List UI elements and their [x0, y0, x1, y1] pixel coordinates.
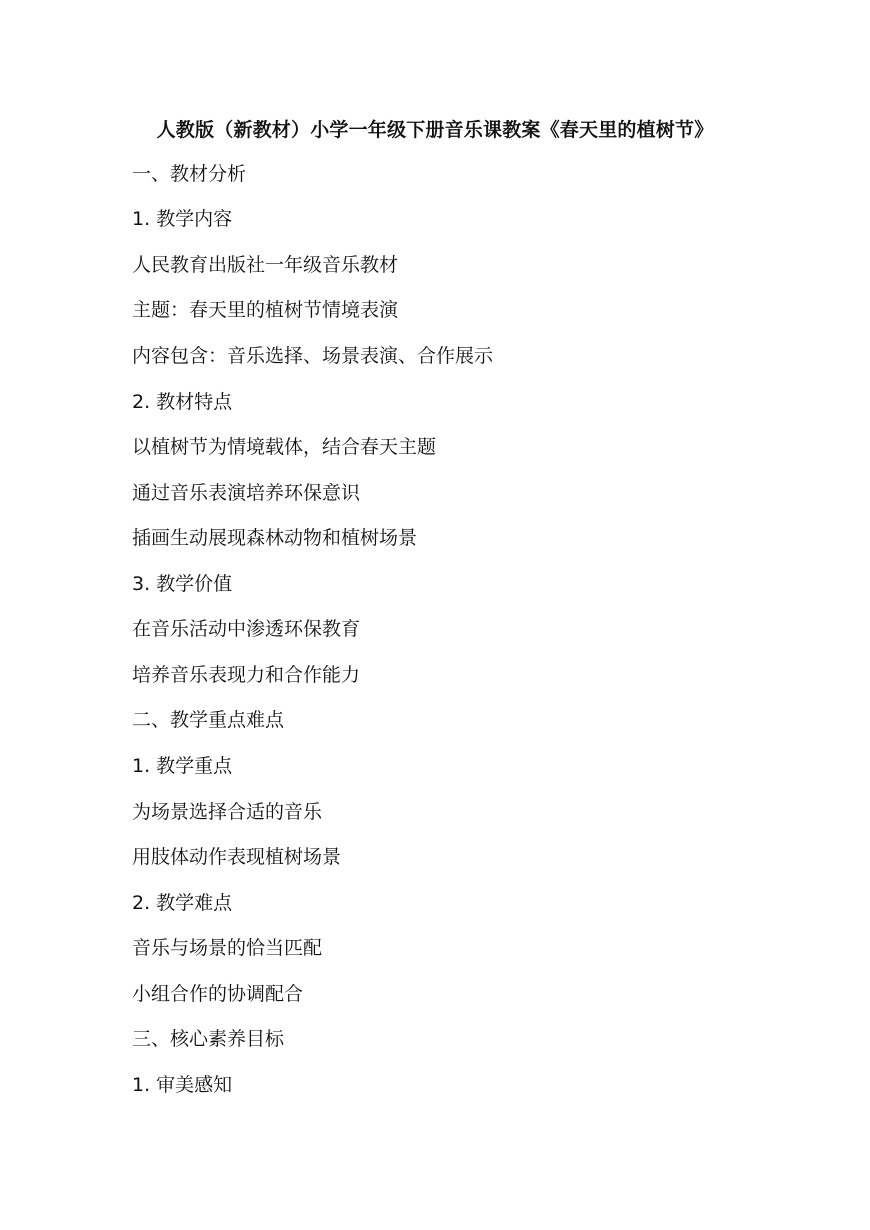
section-heading-3: 三、核心素养目标	[132, 1028, 285, 1050]
text-line: 小组合作的协调配合	[132, 983, 304, 1005]
subheading-1-3: 3. 教学价值	[132, 573, 233, 595]
text-line: 在音乐活动中渗透环保教育	[132, 618, 361, 640]
text-line: 人民教育出版社一年级音乐教材	[132, 254, 399, 276]
text-line: 为场景选择合适的音乐	[132, 801, 323, 823]
text-line: 培养音乐表现力和合作能力	[132, 664, 361, 686]
subheading-2-1: 1. 教学重点	[132, 755, 233, 777]
section-heading-1: 一、教材分析	[132, 163, 247, 185]
subheading-1-2: 2. 教材特点	[132, 391, 233, 413]
text-line: 通过音乐表演培养环保意识	[132, 482, 361, 504]
text-line: 插画生动展现森林动物和植树场景	[132, 527, 418, 549]
text-line: 内容包含：音乐选择、场景表演、合作展示	[132, 345, 494, 367]
text-line: 以植树节为情境载体，结合春天主题	[132, 436, 437, 458]
document-title: 人教版（新教材）小学一年级下册音乐课教案《春天里的植树节》	[156, 119, 714, 141]
text-line: 主题：春天里的植树节情境表演	[132, 299, 399, 321]
section-heading-2: 二、教学重点难点	[132, 709, 285, 731]
subheading-2-2: 2. 教学难点	[132, 892, 233, 914]
text-line: 音乐与场景的恰当匹配	[132, 937, 323, 959]
subheading-1-1: 1. 教学内容	[132, 208, 233, 230]
subheading-3-1: 1. 审美感知	[132, 1074, 233, 1096]
text-line: 用肢体动作表现植树场景	[132, 846, 342, 868]
